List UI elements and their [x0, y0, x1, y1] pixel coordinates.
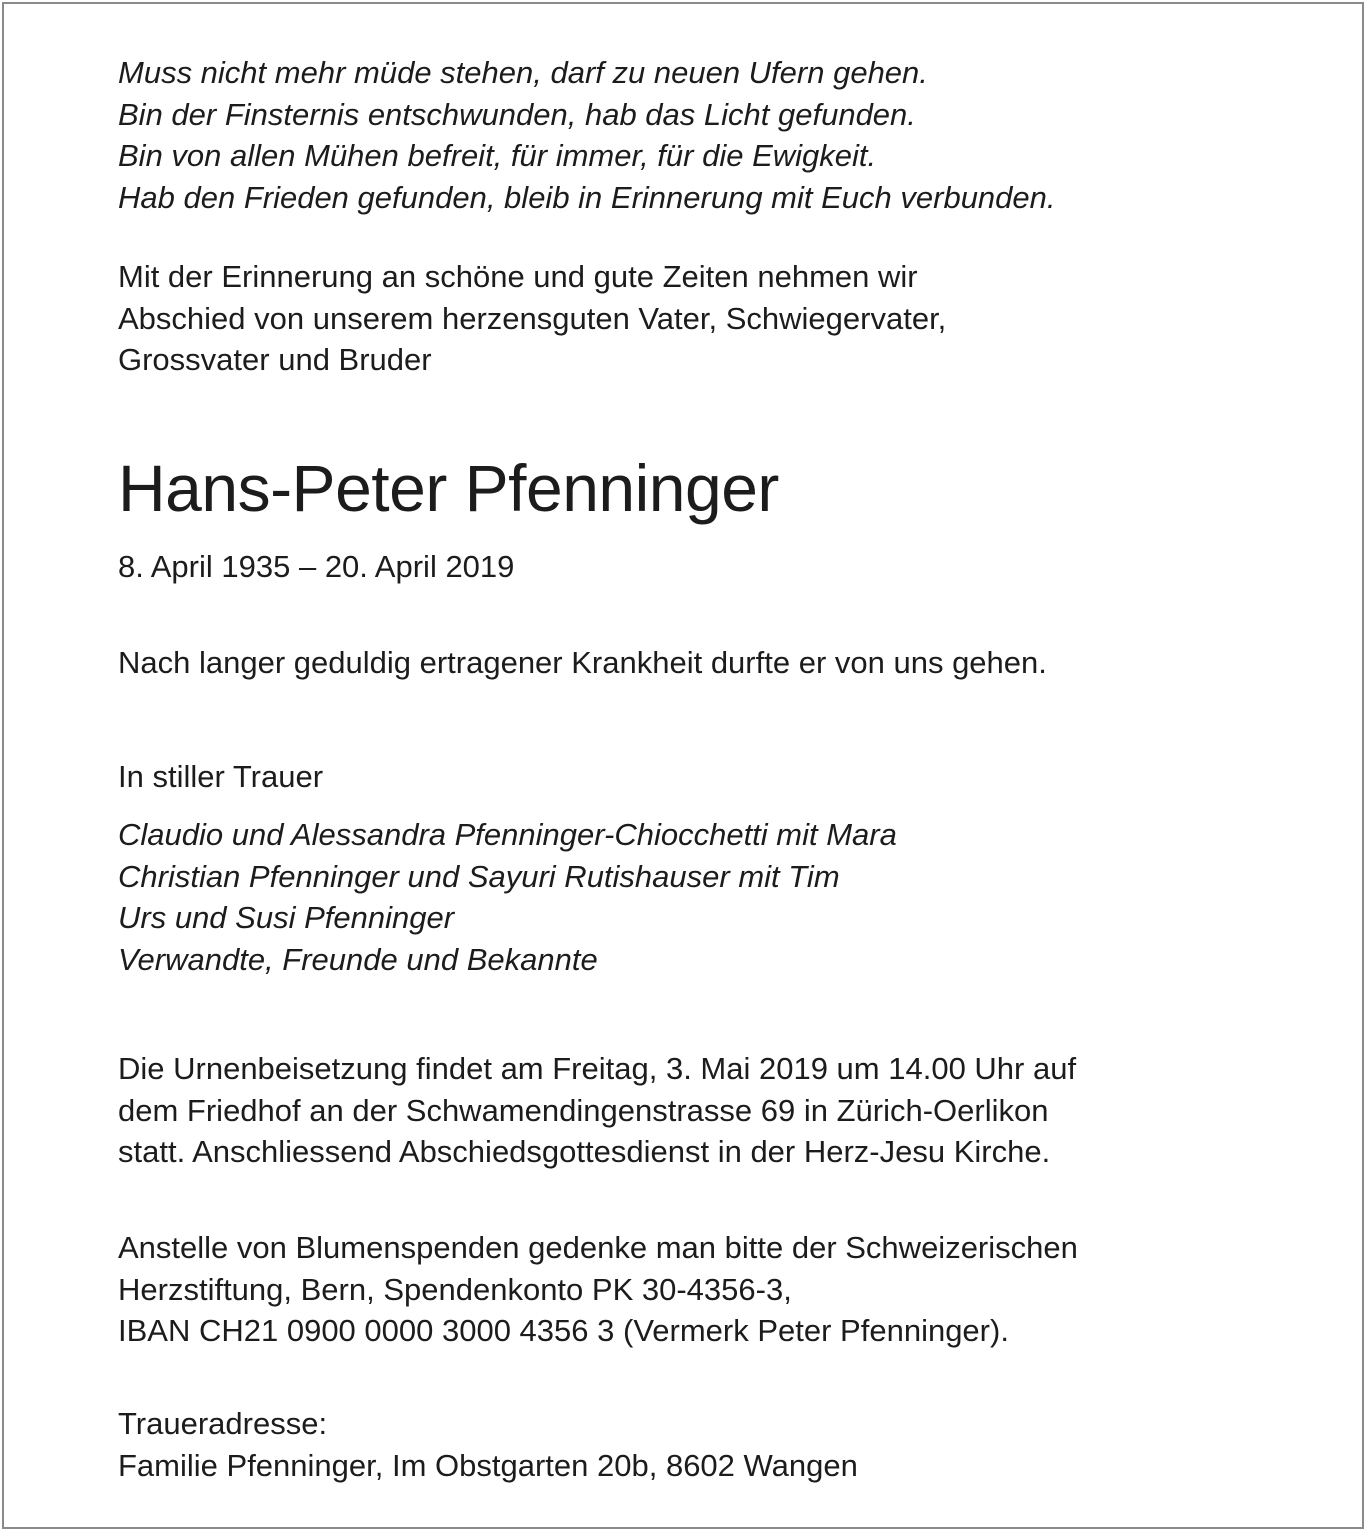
- poem-line: Muss nicht mehr müde stehen, darf zu neuen Ufern gehen.: [118, 55, 928, 90]
- ceremony-line: dem Friedhof an der Schwamendingenstrasse 69 in Zürich-Oerlikon: [118, 1092, 1049, 1128]
- poem-line: Bin der Finsternis entschwunden, hab das Licht gefunden.: [118, 96, 916, 132]
- ceremony-line: statt. Anschliessend Abschiedsgottesdienst in der Herz-Jesu Kirche.: [118, 1134, 1051, 1169]
- donation-line: Anstelle von Blumenspenden gedenke man bitte der Schweizerischen: [118, 1230, 1078, 1265]
- donation-line: Herzstiftung, Bern, Spendenkonto PK 30-4356-3,: [118, 1271, 792, 1307]
- poem-line: Hab den Frieden gefunden, bleib in Erinnerung mit Euch verbunden.: [118, 179, 1056, 215]
- mourner-entry: Christian Pfenninger und Sayuri Rutishauser mit Tim: [118, 858, 840, 894]
- deceased-name: Hans-Peter Pfenninger: [118, 451, 779, 525]
- mourner-entry: Urs und Susi Pfenninger: [118, 900, 455, 935]
- ceremony-line: Die Urnenbeisetzung findet am Freitag, 3. Mai 2019 um 14.00 Uhr auf: [118, 1051, 1077, 1086]
- donation-paragraph: [118, 1227, 1318, 1352]
- mourner-entry: Verwandte, Freunde und Bekannte: [118, 941, 598, 977]
- passing-note: Nach langer geduldig ertragener Krankheit durfte er von uns gehen.: [118, 645, 1047, 680]
- address-label: Traueradresse:: [118, 1406, 328, 1441]
- intro-line: Mit der Erinnerung an schöne und gute Zeiten nehmen wir: [118, 259, 918, 294]
- ceremony-paragraph: [118, 1048, 1318, 1173]
- donation-line: IBAN CH21 0900 0000 3000 4356 3 (Vermerk Peter Pfenninger).: [118, 1313, 1009, 1348]
- mourner-entry: Claudio und Alessandra Pfenninger-Chiocchetti mit Mara: [118, 817, 897, 852]
- intro-line: Grossvater und Bruder: [118, 342, 432, 377]
- intro-paragraph: [118, 256, 1318, 381]
- poem: [118, 52, 1318, 218]
- life-dates: 8. April 1935 – 20. April 2019: [118, 549, 515, 584]
- mourners-list: [118, 814, 1318, 980]
- mourning-heading: In stiller Trauer: [118, 759, 324, 794]
- intro-line: Abschied von unserem herzensguten Vater, Schwiegervater,: [118, 300, 947, 336]
- poem-line: Bin von allen Mühen befreit, für immer, für die Ewigkeit.: [118, 138, 877, 173]
- mourning-address: [118, 1403, 1318, 1486]
- address-value: Familie Pfenninger, Im Obstgarten 20b, 8602 Wangen: [118, 1447, 858, 1483]
